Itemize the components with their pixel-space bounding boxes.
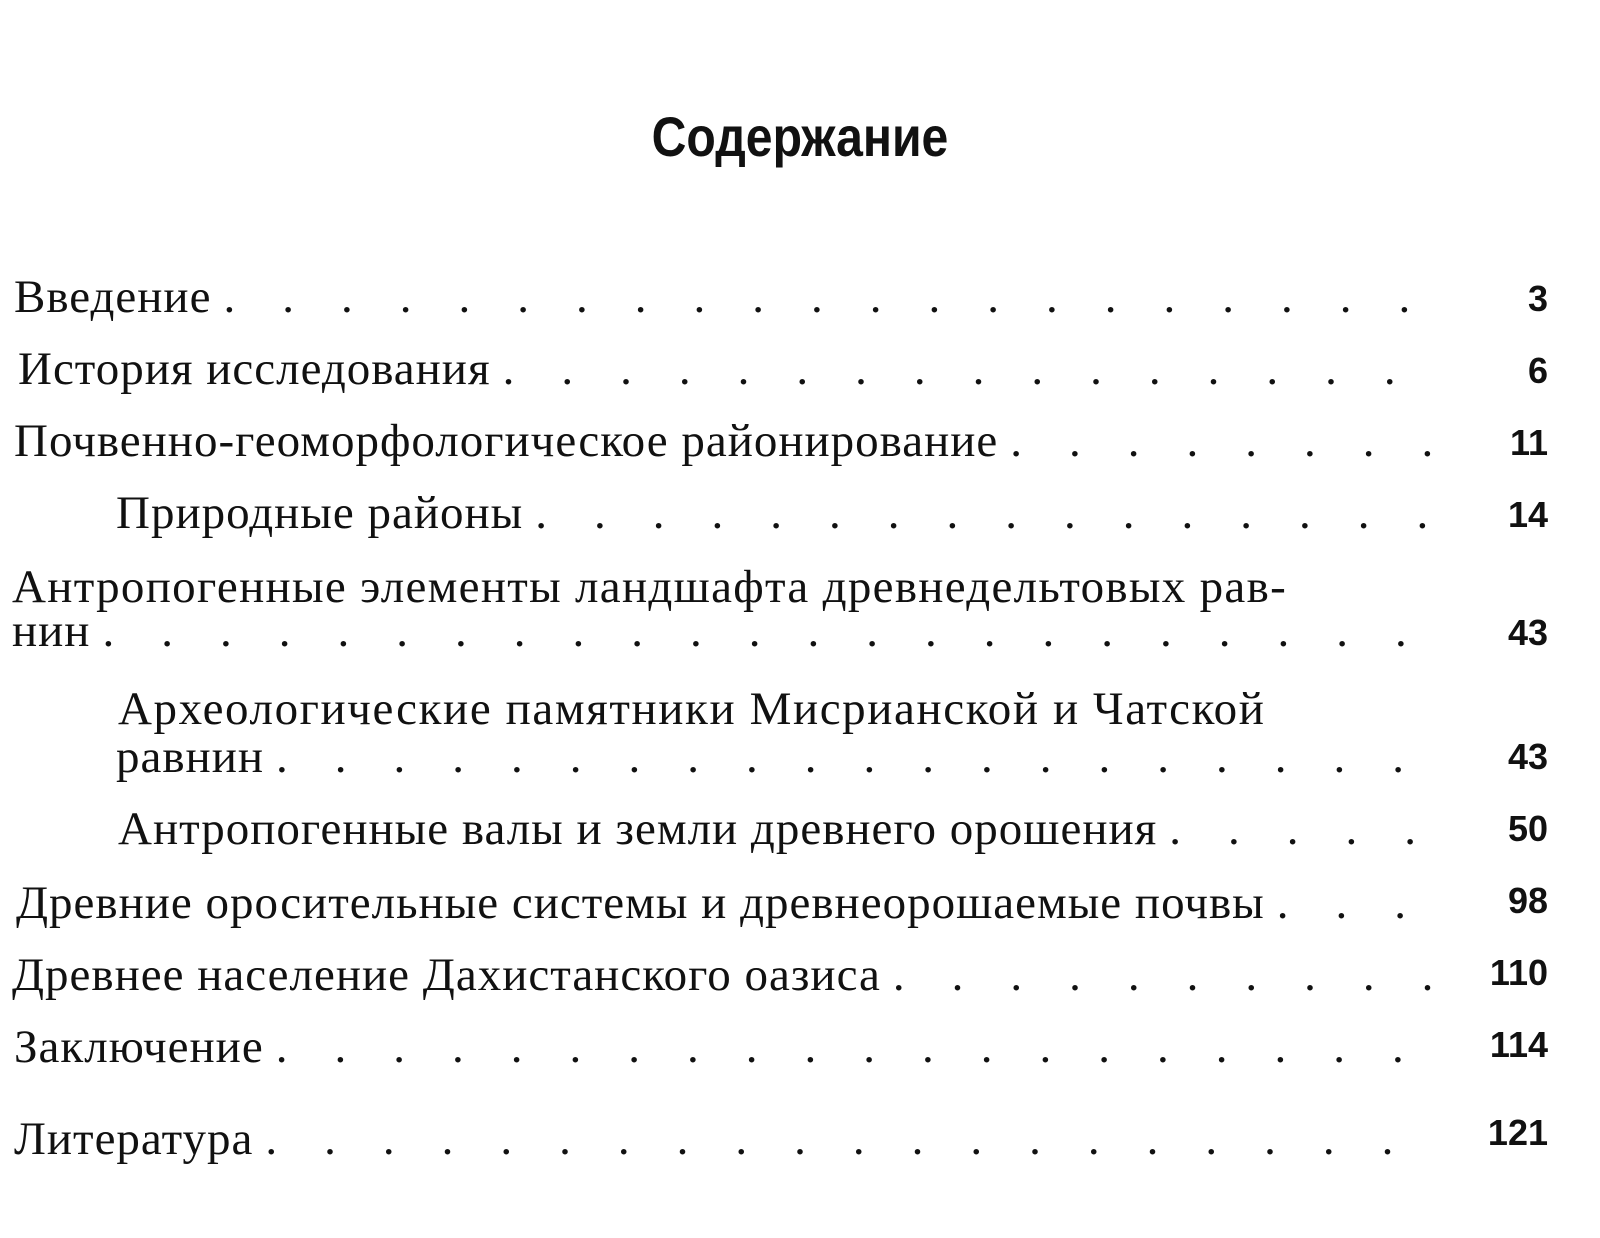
- toc-entry-research-history[interactable]: [18, 342, 1434, 400]
- toc-entry-page: 114: [1489, 1024, 1548, 1065]
- toc-entry-page: 98: [1507, 880, 1548, 921]
- toc-entry-title: Введение: [14, 271, 212, 323]
- toc-entry-page: 11: [1509, 422, 1548, 463]
- toc-entry-title: История исследования: [18, 343, 491, 395]
- dot-leader: [503, 342, 1434, 396]
- dot-leader: [1169, 802, 1434, 856]
- dot-leader: [276, 730, 1434, 784]
- toc-entry-page: 50: [1507, 808, 1548, 849]
- toc-entry-anthropogenic-ramparts[interactable]: [118, 802, 1434, 860]
- toc-entry-title: Заключение: [14, 1021, 264, 1073]
- toc-entry-page: 6: [1527, 350, 1548, 391]
- toc-entry-conclusion[interactable]: [14, 1020, 1434, 1078]
- dot-leader: [276, 1020, 1434, 1074]
- toc-entry-anthropogenic-elements[interactable]: [12, 604, 1434, 662]
- toc-entry-title: Почвенно-геоморфологическое районирование: [14, 415, 999, 467]
- dot-leader: [1277, 876, 1434, 930]
- toc-entry-literature[interactable]: [14, 1112, 1434, 1170]
- dot-leader: [893, 948, 1434, 1002]
- toc-entry-natural-regions[interactable]: [116, 486, 1434, 544]
- toc-entry-page: 3: [1527, 278, 1548, 319]
- toc-entry-irrigation-systems[interactable]: [16, 876, 1434, 934]
- dot-leader: [265, 1112, 1434, 1166]
- dot-leader: [223, 270, 1434, 324]
- toc-entry-page: 43: [1507, 736, 1548, 777]
- toc-entry-page: 121: [1487, 1112, 1548, 1153]
- toc-entry-page: 14: [1507, 494, 1548, 535]
- dot-leader: [535, 486, 1434, 540]
- toc-entry-archaeological-sites[interactable]: [116, 730, 1434, 788]
- toc-entry-title: Литература: [14, 1113, 254, 1165]
- toc-entry-title-line2: равнин: [116, 731, 265, 783]
- toc-entry-title-line1[interactable]: Археологические памятники Мисрианской и Чатской: [118, 683, 1266, 735]
- toc-entry-introduction[interactable]: [14, 270, 1434, 328]
- toc-entry-page: 110: [1489, 952, 1548, 993]
- toc-entry-ancient-population[interactable]: [12, 948, 1434, 1006]
- toc-entry-title-line2: нин: [12, 605, 91, 657]
- toc-entry-title: Природные районы: [116, 487, 524, 539]
- toc-entry-title-line1[interactable]: Антропогенные элементы ландшафта древнедельтовых рав-: [12, 561, 1288, 613]
- dot-leader: [1010, 414, 1434, 468]
- page-title: Содержание: [651, 105, 949, 168]
- toc-entry-soil-zoning[interactable]: [14, 414, 1434, 472]
- toc-entry-title: Древнее население Дахистанского оазиса: [12, 949, 881, 1001]
- toc-entry-title: Древние оросительные системы и древнеорошаемые почвы: [16, 877, 1265, 929]
- toc-entry-title: Антропогенные валы и земли древнего орошения: [118, 803, 1158, 855]
- toc-entry-page: 43: [1507, 612, 1548, 653]
- dot-leader: [102, 604, 1434, 658]
